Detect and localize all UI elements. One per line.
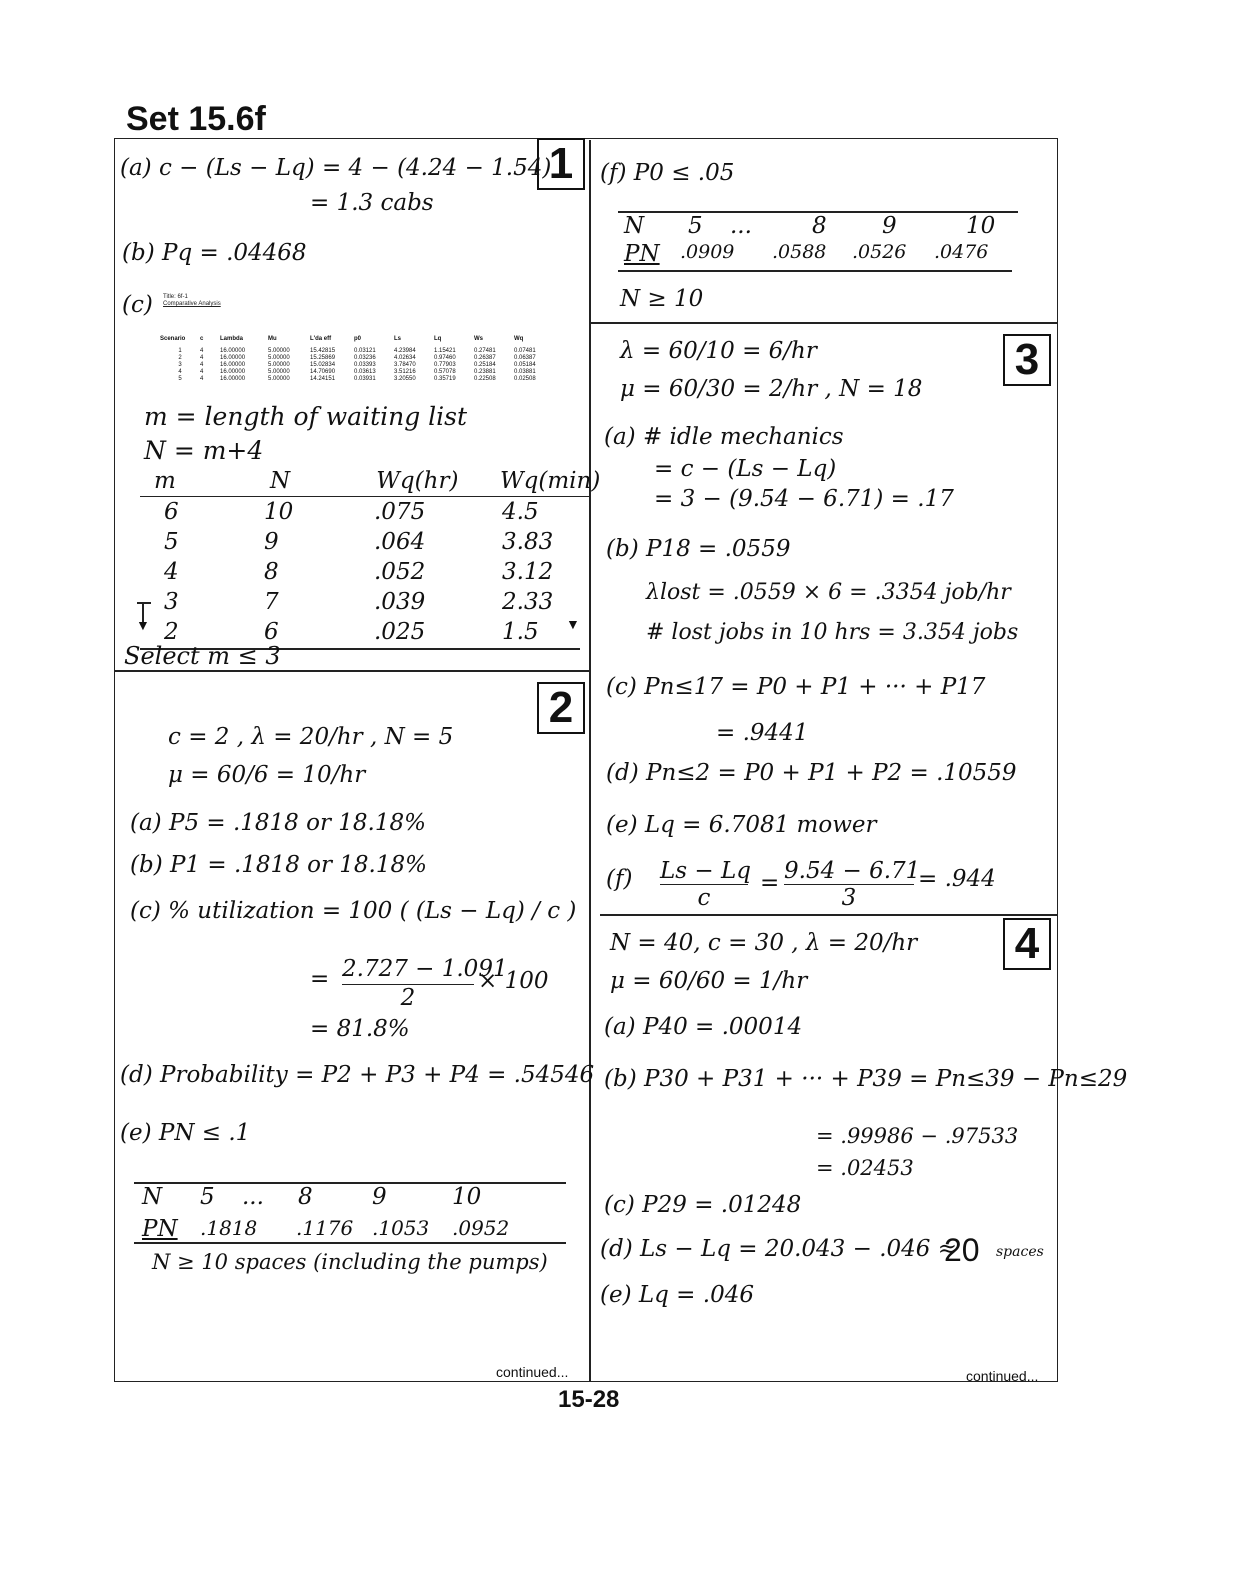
- tos-cell: 0.25184: [474, 362, 496, 368]
- s4-part-e: (e) Lq = .046: [600, 1282, 754, 1308]
- sf-p-row: [624, 241, 1044, 267]
- s2-fraction-denominator: 2: [400, 985, 416, 1011]
- s2-p-cell: .0952: [452, 1216, 510, 1240]
- s4-part-d-unit: spaces: [996, 1244, 1044, 1260]
- s2-n-cell: 10: [452, 1184, 482, 1210]
- sf-part-f: (f) P0 ≤ .05: [600, 160, 735, 186]
- tos-header: Lambda: [220, 336, 244, 342]
- table-cell: 3: [164, 589, 179, 615]
- tos-cell: 0.07481: [514, 348, 536, 354]
- sf-n-cell: N: [624, 213, 645, 239]
- table-cell: 1.5: [502, 619, 539, 645]
- s3-f-fraction-2: [784, 858, 921, 911]
- tos-cell: 14.24151: [310, 376, 336, 382]
- tos-cell: 3.78470: [394, 362, 416, 368]
- tos-cell: 0.03613: [354, 369, 376, 375]
- s1-table-header: N: [269, 468, 291, 494]
- tos-cell: 0.26387: [474, 355, 496, 361]
- sf-n-cell: 10: [966, 213, 996, 239]
- table-cell: .075: [374, 499, 426, 525]
- tos-cell: 4.23984: [394, 348, 416, 354]
- tos-cell: 0.77903: [434, 362, 456, 368]
- sf-p-cell: .0909: [680, 241, 735, 263]
- tos-cell: 4: [200, 376, 204, 382]
- s3-line1: λ = 60/10 = 6/hr: [620, 338, 817, 364]
- s2-n-cell: 8: [298, 1184, 313, 1210]
- s3-part-c-line1: (c) Pn≤17 = P0 + P1 + ··· + P17: [606, 674, 986, 700]
- tos-cell: 4: [200, 355, 204, 361]
- s1-arrow-cap: [137, 602, 151, 604]
- s2-fraction-tail: × 100: [478, 968, 549, 994]
- s1-n-definition: N = m+4: [144, 436, 264, 465]
- s1-table-header: m: [154, 468, 176, 494]
- tos-header: Ws: [474, 336, 483, 342]
- s3-part-b-line2: λlost = .0559 × 6 = .3354 job/hr: [646, 580, 1011, 605]
- s3-f-denominator-2: 3: [841, 885, 857, 911]
- table-cell: .052: [374, 559, 426, 585]
- tos-cell: 0.03393: [354, 362, 376, 368]
- s3-f-denominator: c: [697, 885, 711, 911]
- sf-conclusion: N ≥ 10: [620, 286, 704, 312]
- tos-cell: 5.00000: [268, 362, 290, 368]
- s3-part-a-line2: = c − (Ls − Lq): [654, 456, 837, 482]
- tos-cell: 0.03881: [514, 369, 536, 375]
- tos-cell: 16.00000: [220, 348, 246, 354]
- tos-header: Ls: [394, 336, 402, 342]
- s4-line2: μ = 60/60 = 1/hr: [610, 968, 808, 994]
- s1-hand-table: [140, 468, 601, 647]
- continued-right: continued...: [966, 1368, 1039, 1384]
- tos-cell: 0.23881: [474, 369, 496, 375]
- s3-part-b-line1: (b) P18 = .0559: [606, 536, 791, 562]
- s3-f-numerator-2: 9.54 − 6.71: [784, 858, 921, 884]
- table-cell: .025: [374, 619, 426, 645]
- tos-header: Mu: [268, 336, 277, 342]
- tos-cell: 0.05184: [514, 362, 536, 368]
- tos-cell: 5.00000: [268, 376, 290, 382]
- s2-part-d: (d) Probability = P2 + P3 + P4 = .54546: [120, 1062, 595, 1088]
- s2-p-row: [142, 1216, 572, 1242]
- s3-part-b-line3: # lost jobs in 10 hrs = 3.354 jobs: [646, 620, 1019, 645]
- tos-cell: 0.02508: [514, 376, 536, 382]
- table-cell: 2: [164, 619, 179, 645]
- tos-header: L'da eff: [310, 336, 332, 342]
- s2-n-cell: N: [142, 1184, 163, 1210]
- table-cell: 5: [164, 529, 179, 555]
- tos-cell: 0.06387: [514, 355, 536, 361]
- s2-fraction-numerator: 2.727 − 1.091: [342, 956, 474, 985]
- s3-part-a-line1: (a) # idle mechanics: [604, 424, 844, 450]
- tos-cell: 16.00000: [220, 376, 246, 382]
- continued-left: continued...: [496, 1364, 569, 1380]
- s2-part-e: (e) PN ≤ .1: [120, 1120, 251, 1146]
- tos-header-row: [160, 336, 580, 342]
- tos-header: Lq: [434, 336, 442, 342]
- section-badge-2: 2: [537, 682, 585, 734]
- s2-n-row: [142, 1184, 572, 1210]
- column-divider: [589, 140, 591, 1382]
- s4-part-b-line2: = .99986 − .97533: [816, 1124, 1019, 1148]
- tos-cell: 3.20550: [394, 376, 416, 382]
- sf-p-cell: .0476: [934, 241, 989, 263]
- tos-row: [160, 376, 580, 383]
- sf-p-cell: .0526: [852, 241, 907, 263]
- s2-part-a: (a) P5 = .1818 or 18.18%: [130, 810, 426, 836]
- table-cell: 3.83: [502, 529, 554, 555]
- sf-n-table: [624, 213, 1044, 267]
- table-cell: 9: [264, 529, 279, 555]
- tos-cell: 15.25869: [310, 355, 336, 361]
- s2-part-c-result: = 81.8%: [310, 1016, 410, 1042]
- table-row: [140, 557, 590, 587]
- tos-cell: 5: [178, 376, 182, 382]
- s2-line2: μ = 60/6 = 10/hr: [168, 762, 366, 788]
- tos-cell: 2: [178, 355, 182, 361]
- tos-header: c: [200, 336, 204, 342]
- table-cell: 2.33: [502, 589, 554, 615]
- tos-table: [160, 336, 580, 383]
- table-cell: 8: [264, 559, 279, 585]
- s3-part-c-line2: = .9441: [716, 720, 809, 746]
- s2-conclusion: N ≥ 10 spaces (including the pumps): [152, 1250, 548, 1274]
- divider-s1-s2: [114, 670, 590, 672]
- s3-part-d: (d) Pn≤2 = P0 + P1 + P2 = .10559: [606, 760, 1017, 786]
- s2-n-cell: ...: [242, 1184, 264, 1210]
- s3-line2: μ = 60/30 = 2/hr , N = 18: [620, 376, 923, 402]
- s1-part-c-label: (c): [122, 292, 153, 318]
- section-badge-1: 1: [537, 138, 585, 190]
- section-badge-3: 3: [1003, 334, 1051, 386]
- table-cell: 4.5: [502, 499, 539, 525]
- tos-cell: 4: [200, 369, 204, 375]
- tos-cell: 5.00000: [268, 355, 290, 361]
- tos-cell: 0.97460: [434, 355, 456, 361]
- tos-header: Wq: [514, 336, 524, 342]
- tos-header: p0: [354, 336, 362, 342]
- s1-part-a-line2: = 1.3 cabs: [310, 190, 434, 216]
- table-cell: 3.12: [502, 559, 554, 585]
- sf-p-cell: .0588: [772, 241, 827, 263]
- s4-part-b-line1: (b) P30 + P31 + ··· + P39 = Pn≤39 − Pn≤29: [604, 1066, 1128, 1092]
- s4-part-d-big: 20: [944, 1232, 980, 1268]
- set-title: Set 15.6f: [126, 100, 266, 138]
- table-row: [140, 587, 590, 617]
- table-cell: 4: [164, 559, 179, 585]
- table-cell: 6: [264, 619, 279, 645]
- s1-part-b: (b) Pq = .04468: [122, 240, 307, 266]
- s2-p-cell: PN: [142, 1216, 178, 1242]
- table-cell: 7: [264, 589, 279, 615]
- tos-cell: 0.03931: [354, 376, 376, 382]
- tos-row: [160, 362, 580, 369]
- tos-cell: 14.70690: [310, 369, 336, 375]
- s3-f-numerator: Ls − Lq: [660, 858, 751, 884]
- s1-part-a-line1: (a) c − (Ls − Lq) = 4 − (4.24 − 1.54): [120, 155, 552, 181]
- table-cell: .039: [374, 589, 426, 615]
- sf-table-bottom-rule: [618, 270, 1012, 272]
- s3-part-a-line3: = 3 − (9.54 − 6.71) = .17: [654, 486, 954, 512]
- tos-cell: 1.15421: [434, 348, 456, 354]
- tos-row: [160, 369, 580, 376]
- divider-sf-s3: [589, 322, 1058, 324]
- tos-cell: 0.03236: [354, 355, 376, 361]
- tos-cell: 16.00000: [220, 369, 246, 375]
- down-arrow-icon: ▼: [136, 617, 150, 633]
- s1-table-body: [140, 497, 590, 647]
- tos-cell: 0.35719: [434, 376, 456, 382]
- s4-line1: N = 40, c = 30 , λ = 20/hr: [610, 930, 918, 956]
- tos-cell: 3.51216: [394, 369, 416, 375]
- s1-table-header: Wq(min): [500, 468, 601, 494]
- tos-cell: 15.02834: [310, 362, 336, 368]
- tos-title: Title: 6f-1: [163, 294, 188, 300]
- s2-n-cell: 9: [372, 1184, 387, 1210]
- s3-part-f-label: (f): [606, 866, 633, 892]
- tos-subtitle: Comparative Analysis: [163, 301, 221, 307]
- tos-cell: 0.22508: [474, 376, 496, 382]
- table-cell: 10: [264, 499, 294, 525]
- sf-n-cell: 8: [812, 213, 827, 239]
- s3-f-result: = .944: [918, 866, 996, 892]
- tos-body: [160, 348, 580, 383]
- s1-select: Select m ≤ 3: [124, 642, 281, 670]
- table-cell: 6: [164, 499, 179, 525]
- s2-p-cell: .1053: [372, 1216, 430, 1240]
- section-badge-4: 4: [1003, 918, 1051, 970]
- s2-line1: c = 2 , λ = 20/hr , N = 5: [168, 724, 454, 750]
- s1-m-definition: m = length of waiting list: [144, 402, 468, 431]
- s2-table-bottom-rule: [134, 1242, 566, 1244]
- s3-part-e: (e) Lq = 6.7081 mower: [606, 812, 877, 838]
- s2-p-cell: .1818: [200, 1216, 258, 1240]
- tos-cell: 0.57078: [434, 369, 456, 375]
- s2-n-table: [142, 1184, 572, 1242]
- tos-cell: 4.02634: [394, 355, 416, 361]
- tos-cell: 1: [178, 348, 182, 354]
- tos-row: [160, 348, 580, 355]
- s2-n-cell: 5: [200, 1184, 215, 1210]
- s4-part-b-line3: = .02453: [816, 1156, 914, 1180]
- tos-cell: 5.00000: [268, 348, 290, 354]
- s3-f-fraction-1: [660, 858, 751, 911]
- table-cell: .064: [374, 529, 426, 555]
- s3-f-eq: =: [760, 870, 780, 896]
- tos-cell: 5.00000: [268, 369, 290, 375]
- divider-s3-s4: [600, 914, 1058, 916]
- s4-part-c: (c) P29 = .01248: [604, 1192, 802, 1218]
- tos-cell: 4: [178, 369, 182, 375]
- s4-part-d: (d) Ls − Lq = 20.043 − .046 ≈: [600, 1236, 958, 1262]
- s1-table-header-row: [140, 468, 601, 497]
- sf-n-cell: 5: [688, 213, 703, 239]
- s2-p-cell: .1176: [296, 1216, 354, 1240]
- tos-cell: 3: [178, 362, 182, 368]
- down-arrow-icon: ▼: [566, 616, 580, 632]
- s2-part-b: (b) P1 = .1818 or 18.18%: [130, 852, 427, 878]
- sf-n-cell: ...: [730, 213, 752, 239]
- tos-cell: 0.03121: [354, 348, 376, 354]
- s2-part-c-line1: (c) % utilization = 100 ( (Ls − Lq) / c ): [130, 898, 577, 924]
- s4-part-a: (a) P40 = .00014: [604, 1014, 803, 1040]
- tos-cell: 16.00000: [220, 355, 246, 361]
- tos-cell: 16.00000: [220, 362, 246, 368]
- s1-table-header: Wq(hr): [376, 468, 459, 494]
- sf-n-row: [624, 213, 1044, 239]
- sf-p-cell: PN: [624, 241, 660, 267]
- tos-row: [160, 355, 580, 362]
- table-row: [140, 497, 590, 527]
- sf-n-cell: 9: [882, 213, 897, 239]
- tos-header: Scenario: [160, 336, 186, 342]
- page-number: 15-28: [558, 1386, 620, 1413]
- tos-cell: 4: [200, 362, 204, 368]
- tos-cell: 4: [200, 348, 204, 354]
- tos-cell: 15.42815: [310, 348, 336, 354]
- s2-fraction: [342, 956, 508, 1011]
- table-row: [140, 527, 590, 557]
- s2-part-c-eq: =: [310, 966, 330, 992]
- tos-cell: 0.27481: [474, 348, 496, 354]
